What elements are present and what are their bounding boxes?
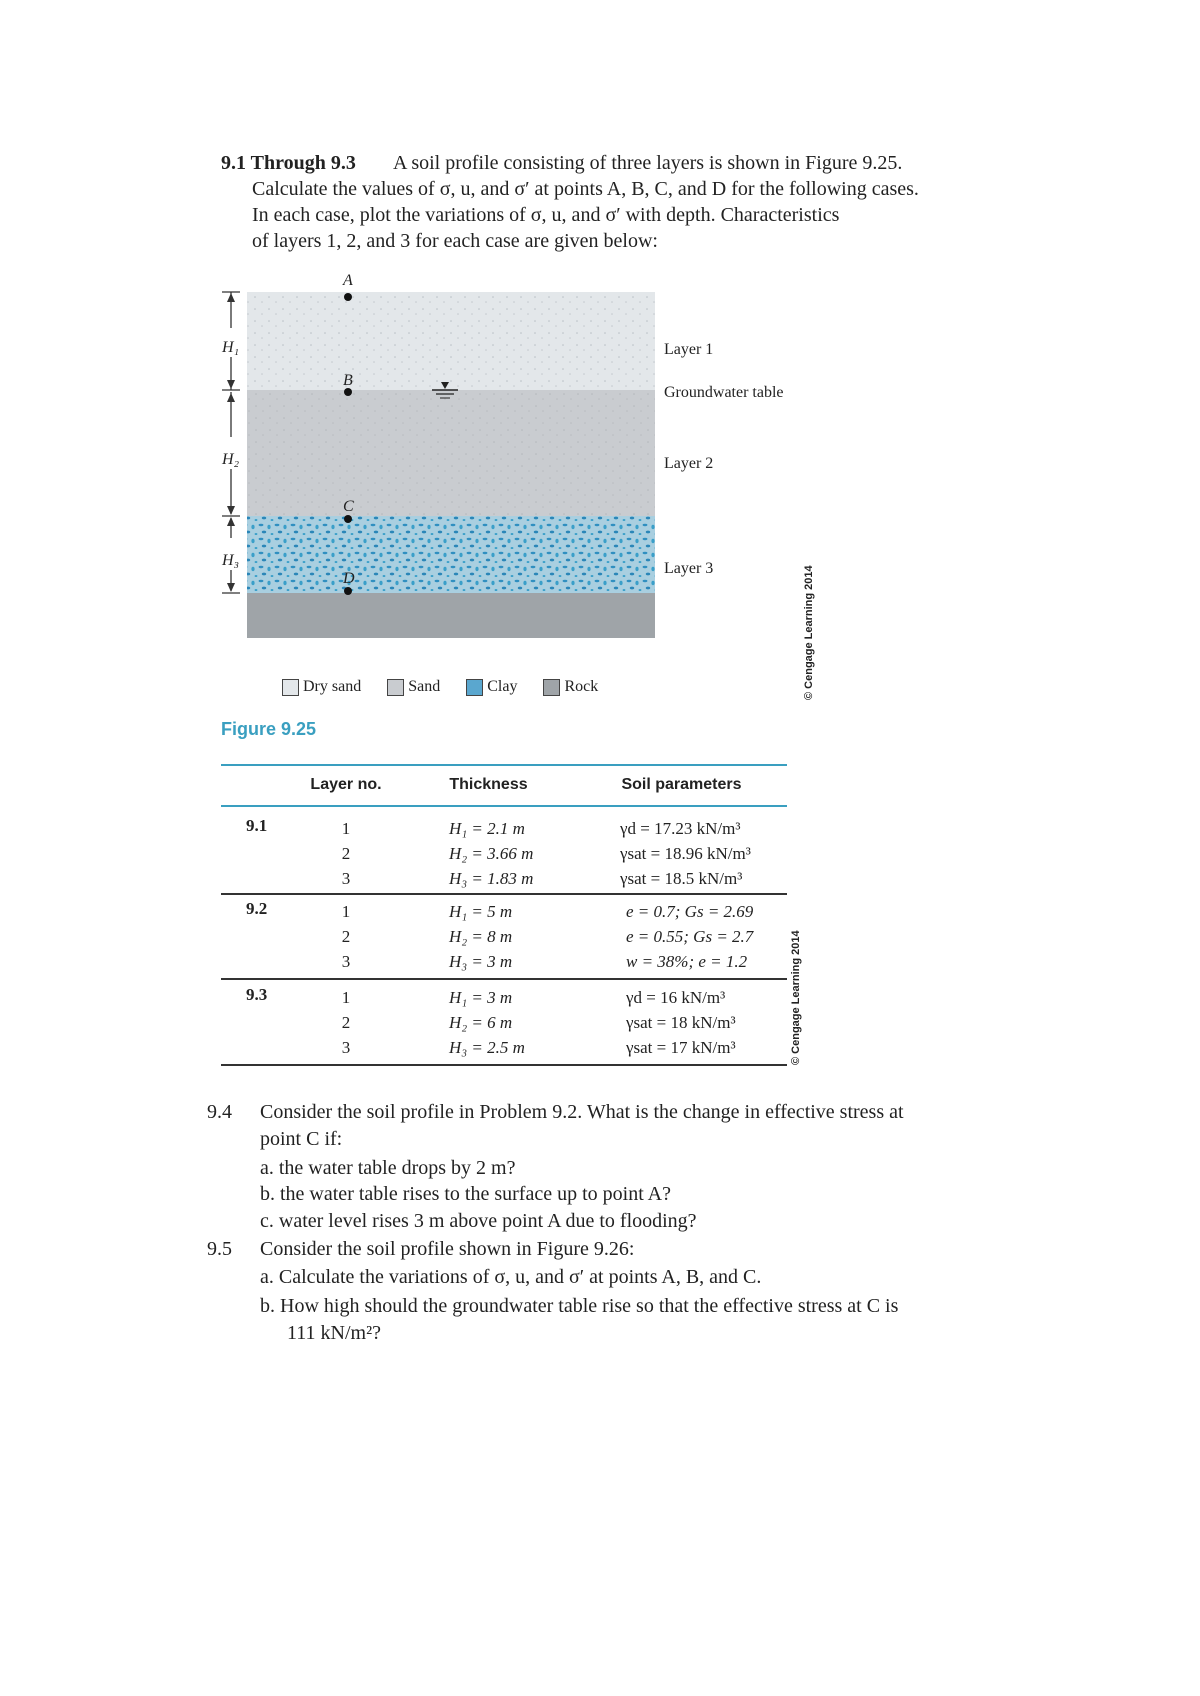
layer-no: 3 — [341, 1038, 351, 1057]
layer-2-sand — [247, 390, 655, 516]
thickness-value: H₃ = 1.83 m — [449, 869, 534, 888]
layer-1-label: Layer 1 — [664, 341, 714, 358]
params-cell — [576, 978, 787, 1064]
legend-clay-swatch — [466, 679, 483, 696]
p94-item-a: a. the water table drops by 2 m? — [260, 1157, 516, 1179]
table-header-row — [221, 764, 787, 806]
dimension-arrows — [222, 292, 240, 593]
thickness-value: H₁ = 5 m — [449, 902, 513, 921]
groundwater-table-label: Groundwater table — [664, 384, 784, 401]
header-thickness: Thickness — [449, 776, 528, 793]
layer-cell — [291, 806, 401, 892]
thickness-value: H₁ = 3 m — [449, 988, 513, 1007]
p94-item-c: c. water level rises 3 m above point A due to flooding? — [260, 1210, 697, 1232]
p95-item-b-line-2: 111 kN/m²? — [287, 1322, 381, 1344]
point-c-label: C — [343, 498, 354, 515]
header-layer-no: Layer no. — [310, 776, 382, 793]
legend-sand: Sand — [408, 678, 441, 695]
soil-parameters-table — [221, 764, 787, 1064]
dim-h3-label: H₃ — [222, 552, 240, 569]
layer-no: 2 — [341, 927, 351, 946]
p94-line-1: Consider the soil profile in Problem 9.2. What is the change in effective stress at — [260, 1101, 904, 1123]
thickness-value: H₂ = 6 m — [449, 1013, 513, 1032]
params-cell — [576, 892, 787, 978]
thickness-cell — [401, 806, 576, 892]
rock-layer — [247, 593, 655, 638]
legend-dry-sand-swatch — [282, 679, 299, 696]
point-d-marker — [344, 587, 352, 595]
param-value: γd = 17.23 kN/m³ — [620, 819, 741, 838]
param-value: γsat = 18.5 kN/m³ — [620, 869, 743, 888]
layer-no: 1 — [341, 902, 351, 921]
problem-cell: 9.2 — [246, 899, 268, 918]
param-value: w = 38%; e = 1.2 — [626, 952, 748, 971]
figure-credit: © Cengage Learning 2014 — [803, 565, 815, 700]
legend-rock-swatch — [543, 679, 560, 696]
legend-sand-swatch — [387, 679, 404, 696]
params-cell — [576, 806, 787, 892]
layer-no: 2 — [341, 844, 351, 863]
layer-cell — [291, 892, 401, 978]
legend-rock: Rock — [564, 678, 599, 695]
layer-cell — [291, 978, 401, 1064]
legend-dry-sand: Dry sand — [303, 678, 362, 695]
problem-cell: 9.3 — [246, 985, 268, 1004]
param-value: γsat = 18 kN/m³ — [626, 1013, 736, 1032]
point-c-marker — [344, 515, 352, 523]
layer-no: 1 — [341, 819, 351, 838]
header-soil-parameters: Soil parameters — [621, 776, 742, 793]
p95-line-1: Consider the soil profile shown in Figure 9.26: — [260, 1238, 635, 1260]
intro-line-1: A soil profile consisting of three layers is shown in Figure 9.25. — [393, 152, 903, 174]
problem-cell: 9.1 — [246, 816, 268, 835]
point-b-label: B — [343, 372, 353, 389]
point-a-marker — [344, 293, 352, 301]
soil-profile-diagram — [210, 270, 810, 690]
thickness-value: H₃ = 2.5 m — [449, 1038, 525, 1057]
p95-item-b-line-1: b. How high should the groundwater table rise so that the effective stress at C is — [260, 1295, 899, 1317]
problem-number-9-5: 9.5 — [207, 1238, 232, 1260]
thickness-value: H₂ = 3.66 m — [449, 844, 534, 863]
table-row — [221, 892, 787, 978]
table-credit: © Cengage Learning 2014 — [790, 930, 802, 1065]
figure-caption: Figure 9.25 — [221, 719, 317, 739]
param-value: γsat = 18.96 kN/m³ — [620, 844, 751, 863]
dim-h1-label: H₁ — [222, 339, 240, 356]
point-a-label: A — [343, 272, 353, 289]
layer-no: 3 — [341, 869, 351, 888]
intro-line-4: of layers 1, 2, and 3 for each case are given below: — [252, 230, 658, 252]
dimension-arrowheads — [227, 293, 235, 592]
layer-no: 1 — [341, 988, 351, 1007]
layer-3-clay — [247, 516, 655, 593]
thickness-value: H₁ = 2.1 m — [449, 819, 525, 838]
table-row — [221, 806, 787, 892]
problem-number-9-1: 9.1 Through 9.3 — [221, 152, 356, 174]
thickness-value: H₂ = 8 m — [449, 927, 513, 946]
layer-2-label: Layer 2 — [664, 455, 714, 472]
param-value: e = 0.7; Gs = 2.69 — [626, 902, 754, 921]
header-blank — [221, 764, 291, 806]
table-bottom-rule — [221, 1064, 787, 1066]
p94-item-b: b. the water table rises to the surface up to point A? — [260, 1183, 671, 1205]
p95-item-a: a. Calculate the variations of σ, u, and σ′ at points A, B, and C. — [260, 1266, 762, 1288]
problem-number-9-4: 9.4 — [207, 1101, 232, 1123]
point-d-label: D — [343, 570, 355, 587]
param-value: e = 0.55; Gs = 2.7 — [626, 927, 754, 946]
figure-legend — [282, 678, 598, 696]
legend-clay: Clay — [487, 678, 518, 695]
thickness-value: H₃ = 3 m — [449, 952, 513, 971]
param-value: γd = 16 kN/m³ — [626, 988, 726, 1007]
layer-3-label: Layer 3 — [664, 560, 714, 577]
intro-line-3: In each case, plot the variations of σ, u, and σ′ with depth. Characteristics — [252, 204, 840, 226]
table-row — [221, 978, 787, 1064]
thickness-cell — [401, 892, 576, 978]
layer-1-dry-sand — [247, 292, 655, 390]
p94-line-2: point C if: — [260, 1128, 343, 1150]
intro-line-2: Calculate the values of σ, u, and σ′ at points A, B, C, and D for the following cases. — [252, 178, 919, 200]
param-value: γsat = 17 kN/m³ — [626, 1038, 736, 1057]
thickness-cell — [401, 978, 576, 1064]
layer-no: 2 — [341, 1013, 351, 1032]
layer-no: 3 — [341, 952, 351, 971]
dim-h2-label: H₂ — [222, 451, 240, 468]
